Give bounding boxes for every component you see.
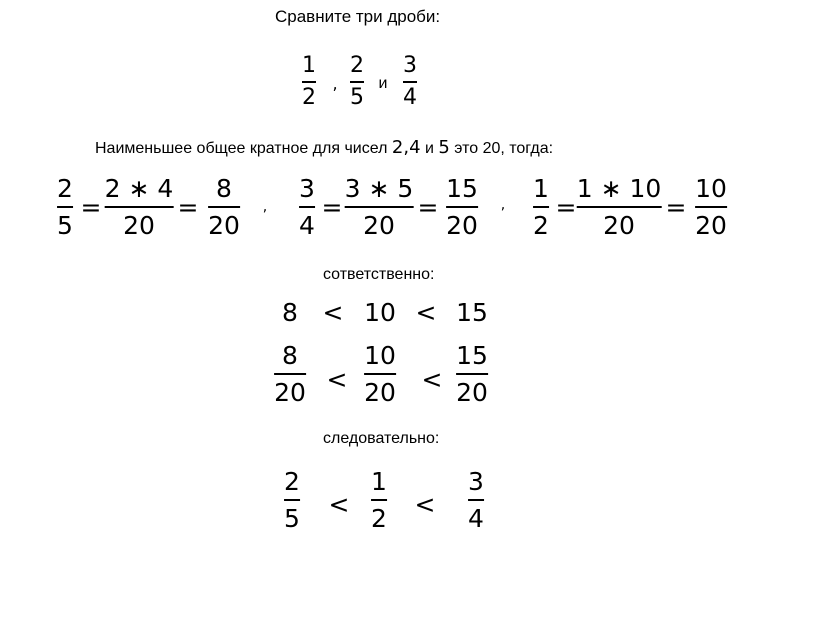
lcm-number-2: 5 bbox=[438, 137, 450, 158]
conv2-lhs-fraction bbox=[299, 176, 315, 238]
fraction-bar bbox=[695, 206, 727, 208]
numerator: 10 bbox=[695, 174, 727, 203]
numerator: 15 bbox=[456, 341, 488, 370]
fraction-bar bbox=[350, 81, 364, 83]
numerator: 2 ∗ 4 bbox=[104, 174, 174, 203]
denominator: 20 bbox=[363, 211, 395, 240]
denominator: 4 bbox=[468, 504, 484, 533]
conv3-equals-1: = bbox=[555, 193, 577, 222]
lcm-text-2: это 20, тогда: bbox=[449, 140, 554, 157]
frac-compare-2 bbox=[364, 343, 396, 405]
final-compare-lt-1: < bbox=[328, 490, 350, 519]
fraction-bar bbox=[345, 206, 414, 208]
fraction-bar bbox=[468, 499, 484, 501]
int-compare-a: 8 bbox=[282, 298, 298, 327]
conv3-lhs-fraction bbox=[533, 176, 549, 238]
fraction-bar bbox=[446, 206, 478, 208]
numerator: 1 bbox=[371, 467, 387, 496]
lcm-number-1: 2,4 bbox=[391, 137, 421, 158]
conv2-comma: , bbox=[500, 197, 506, 213]
int-compare-c: 15 bbox=[456, 298, 488, 327]
frac-compare-lt-1: < bbox=[326, 365, 348, 394]
numerator: 3 bbox=[468, 467, 484, 496]
lcm-sentence bbox=[95, 137, 553, 158]
fraction-bar bbox=[364, 373, 396, 375]
numerator: 3 bbox=[299, 174, 315, 203]
fraction-bar bbox=[456, 373, 488, 375]
numerator: 2 bbox=[284, 467, 300, 496]
numerator: 8 bbox=[216, 174, 232, 203]
conv1-equals-2: = bbox=[177, 193, 199, 222]
frac-compare-3 bbox=[456, 343, 488, 405]
frac-compare-1 bbox=[274, 343, 306, 405]
denominator: 5 bbox=[57, 211, 73, 240]
denominator: 20 bbox=[446, 211, 478, 240]
conv2-mid-fraction bbox=[345, 176, 414, 238]
numerator: 1 ∗ 10 bbox=[576, 174, 662, 203]
numerator: 2 bbox=[350, 53, 364, 78]
fraction-bar bbox=[371, 499, 387, 501]
denominator: 20 bbox=[603, 211, 635, 240]
denominator: 20 bbox=[274, 378, 306, 407]
denominator: 4 bbox=[403, 85, 417, 110]
int-compare-lt-2: < bbox=[415, 298, 437, 327]
conv3-mid-fraction bbox=[577, 176, 662, 238]
intro-fraction-1-2 bbox=[302, 55, 316, 109]
numerator: 10 bbox=[364, 341, 396, 370]
numerator: 8 bbox=[282, 341, 298, 370]
conv1-lhs-fraction bbox=[57, 176, 73, 238]
intro-conjunction: и bbox=[378, 75, 388, 92]
final-compare-2 bbox=[371, 469, 387, 531]
fraction-bar bbox=[403, 81, 417, 83]
therefore-label: следовательно: bbox=[323, 430, 440, 447]
fraction-bar bbox=[533, 206, 549, 208]
conv2-equals-1: = bbox=[321, 193, 343, 222]
conv3-rhs-fraction bbox=[695, 176, 727, 238]
denominator: 5 bbox=[350, 85, 364, 110]
numerator: 1 bbox=[533, 174, 549, 203]
denominator: 20 bbox=[456, 378, 488, 407]
conv1-equals-1: = bbox=[80, 193, 102, 222]
intro-fraction-2-5 bbox=[350, 55, 364, 109]
final-compare-1 bbox=[284, 469, 300, 531]
denominator: 20 bbox=[695, 211, 727, 240]
page-title: Сравните три дроби: bbox=[275, 7, 441, 26]
denominator: 2 bbox=[371, 504, 387, 533]
fraction-bar bbox=[208, 206, 240, 208]
denominator: 20 bbox=[364, 378, 396, 407]
conv2-rhs-fraction bbox=[446, 176, 478, 238]
lcm-and: и bbox=[420, 140, 439, 157]
numerator: 15 bbox=[446, 174, 478, 203]
lcm-text-1: Наименьшее общее кратное для чисел bbox=[95, 140, 392, 157]
fraction-bar bbox=[105, 206, 174, 208]
denominator: 2 bbox=[302, 85, 316, 110]
numerator: 3 bbox=[403, 53, 417, 78]
numerator: 3 ∗ 5 bbox=[344, 174, 414, 203]
fraction-bar bbox=[302, 81, 316, 83]
respectively-label: сответственно: bbox=[323, 266, 435, 283]
denominator: 20 bbox=[123, 211, 155, 240]
denominator: 20 bbox=[208, 211, 240, 240]
denominator: 4 bbox=[299, 211, 315, 240]
final-compare-3 bbox=[468, 469, 484, 531]
fraction-bar bbox=[299, 206, 315, 208]
frac-compare-lt-2: < bbox=[421, 365, 443, 394]
intro-comma: , bbox=[332, 74, 338, 93]
conv1-mid-fraction bbox=[105, 176, 174, 238]
conv3-equals-2: = bbox=[665, 193, 687, 222]
intro-fraction-3-4 bbox=[403, 55, 417, 109]
int-compare-b: 10 bbox=[364, 298, 396, 327]
fraction-bar bbox=[284, 499, 300, 501]
numerator: 2 bbox=[57, 174, 73, 203]
conv2-equals-2: = bbox=[417, 193, 439, 222]
fraction-bar bbox=[577, 206, 662, 208]
final-compare-lt-2: < bbox=[414, 490, 436, 519]
numerator: 1 bbox=[302, 53, 316, 78]
fraction-bar bbox=[57, 206, 73, 208]
conv1-comma: , bbox=[262, 199, 268, 215]
fraction-bar bbox=[274, 373, 306, 375]
conv1-rhs-fraction bbox=[208, 176, 240, 238]
denominator: 5 bbox=[284, 504, 300, 533]
denominator: 2 bbox=[533, 211, 549, 240]
int-compare-lt-1: < bbox=[322, 298, 344, 327]
